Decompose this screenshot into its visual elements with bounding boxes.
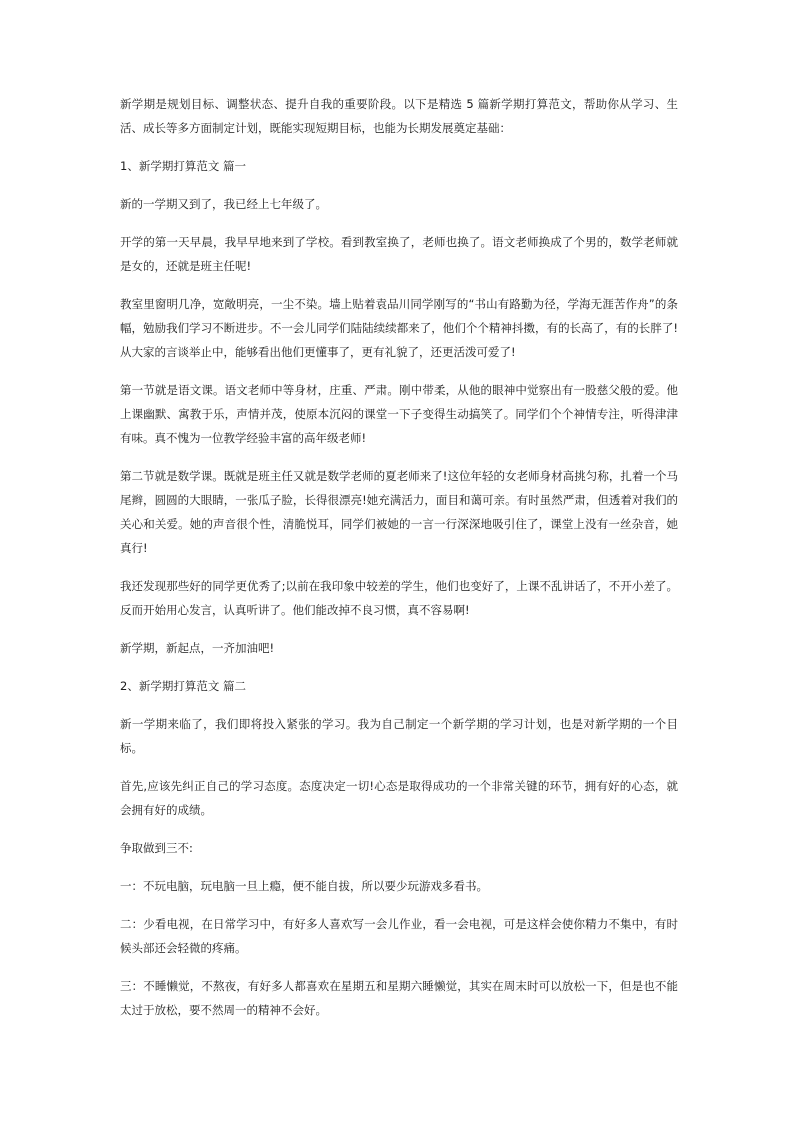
section-2-paragraph-4: 一：不玩电脑，玩电脑一旦上瘾，便不能自拔，所以要少玩游戏多看书。 bbox=[120, 879, 488, 893]
intro-paragraph: 新学期是规划目标、调整状态、提升自我的重要阶段。以下是精选 5 篇新学期打算范文，帮助你从学习、生活、成长等多方面制定计划，既能实现短期目标，也能为长期发展奠定基础： bbox=[120, 97, 678, 135]
section-1-paragraph-1: 新的一学期又到了，我已经上七年级了。 bbox=[120, 197, 327, 211]
document-page bbox=[120, 92, 678, 1036]
section-2-paragraph-3: 争取做到三不: bbox=[120, 841, 193, 855]
section-1-paragraph-3: 教室里窗明几净，宽敞明亮，一尘不染。墙上贴着袁品川同学刚写的“书山有路勤为径，学海无涯苦作舟”的条幅，勉励我们学习不断进步。不一会儿同学们陆陆续续都来了，他们个个精神抖擞，有的长高了，有的长胖了!从大家的言谈举止中，能够看出他们更懂事了，更有礼貌了，还更活泼可爱了! bbox=[120, 297, 678, 359]
section-2-paragraph-2: 首先,应该先纠正自己的学习态度。态度决定一切!心态是取得成功的一个非常关键的环节，拥有好的心态，就会拥有好的成绩。 bbox=[120, 779, 678, 817]
section-1-paragraph-4: 第一节就是语文课。语文老师中等身材，庄重、严肃。刚中带柔，从他的眼神中觉察出有一股慈父般的爱。他上课幽默、寓教于乐，声情并茂，使原本沉闷的课堂一下子变得生动搞笑了。同学们个个神情专注，听得津津有味。真不愧为一位教学经验丰富的高年级老师! bbox=[120, 383, 678, 445]
section-2-heading: 2、新学期打算范文 篇二 bbox=[120, 679, 246, 693]
section-1-heading: 1、新学期打算范文 篇一 bbox=[120, 159, 246, 173]
section-1-paragraph-6: 我还发现那些好的同学更优秀了;以前在我印象中较差的学生，他们也变好了，上课不乱讲话了，不开小差了。反而开始用心发言，认真听讲了。他们能改掉不良习惯，真不容易啊! bbox=[120, 579, 678, 617]
section-2-paragraph-5: 二：少看电视，在日常学习中，有好多人喜欢写一会儿作业，看一会电视，可是这样会使你精力不集中，有时候头部还会轻微的疼痛。 bbox=[120, 917, 678, 955]
section-2-paragraph-1: 新一学期来临了，我们即将投入紧张的学习。我为自己制定一个新学期的学习计划，也是对新学期的一个目标。 bbox=[120, 717, 678, 755]
section-1-paragraph-7: 新学期，新起点，一齐加油吧! bbox=[120, 641, 275, 655]
section-2-paragraph-6: 三：不睡懒觉，不熬夜，有好多人都喜欢在星期五和星期六睡懒觉，其实在周末时可以放松一下，但是也不能太过于放松，要不然周一的精神不会好。 bbox=[120, 979, 678, 1017]
section-1-paragraph-5: 第二节就是数学课。既就是班主任又就是数学老师的夏老师来了!这位年轻的女老师身材高挑匀称，扎着一个马尾辫，圆圆的大眼睛，一张瓜子脸，长得很漂亮!她充满活力，面目和蔼可亲。有时虽然严肃，但透着对我们的关心和关爱。她的声音很个性，清脆悦耳，同学们被她的一言一行深深地吸引住了，课堂上没有一丝杂音，她真行! bbox=[120, 469, 678, 555]
section-1-paragraph-2: 开学的第一天早晨，我早早地来到了学校。看到教室换了，老师也换了。语文老师换成了个男的，数学老师就是女的，还就是班主任呢! bbox=[120, 235, 678, 273]
